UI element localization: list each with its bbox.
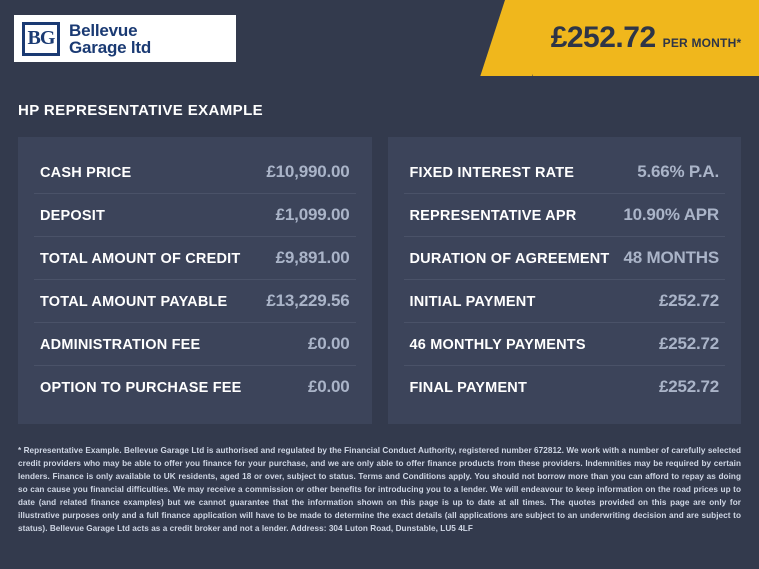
- row-label: ADMINISTRATION FEE: [40, 337, 201, 353]
- table-row: [404, 365, 726, 408]
- page-header: [0, 0, 759, 76]
- row-label: FIXED INTEREST RATE: [409, 165, 575, 181]
- row-label: CASH PRICE: [40, 165, 132, 181]
- row-value: £252.72: [658, 377, 719, 396]
- row-value: £13,229.56: [266, 291, 350, 310]
- row-label: DURATION OF AGREEMENT: [409, 251, 610, 267]
- panel-terms-summary: [388, 137, 742, 424]
- monthly-price-period: PER MONTH*: [662, 36, 742, 50]
- monthly-price-amount: £252.72: [550, 21, 656, 54]
- table-row: [404, 193, 726, 236]
- table-row: [34, 322, 356, 365]
- disclaimer-text: * Representative Example. Bellevue Garage Ltd is authorised and regulated by the Financial Conduct Authority, registered number 672812. We work with a number of carefully selected credit providers who may be able to offer you finance for your purchase, and we are only able to offer finance products from these providers. Indemnities may be required by certain lenders. Finance is only available to UK residents, aged 18 or over, subject to status. Terms and Conditions apply. You should not borrow more than you can afford to repay as doing so can cause you financial difficulties. We may receive a commission or other benefits for introducing you to a lender. We will endeavour to keep information on the road prices up to date (and related finance examples) but we cannot guarantee that the information shown on this page is up to date at all times. The quotes provided on this page are only for illustrative purposes only and a full finance application will have to be made to determine the exact details (all applications are subject to an underwriting decision and are subject to status). Bellevue Garage Ltd acts as a credit broker and not a lender. Address: 304 Luton Road, Dunstable, LU5 4LF: [18, 446, 741, 533]
- row-value: 5.66% P.A.: [637, 162, 719, 181]
- logo-line-1: Bellevue: [69, 20, 138, 40]
- row-label: REPRESENTATIVE APR: [409, 208, 577, 224]
- table-row: [404, 322, 726, 365]
- row-value: £0.00: [307, 377, 350, 396]
- logo-line-2: Garage ltd: [69, 37, 152, 57]
- dealer-logo[interactable]: [14, 15, 236, 62]
- row-value: £252.72: [658, 291, 719, 310]
- table-row: [404, 151, 726, 193]
- row-label: FINAL PAYMENT: [409, 380, 528, 396]
- finance-details-panels: [18, 137, 741, 424]
- table-row: [34, 365, 356, 408]
- monthly-price-banner: [533, 0, 759, 76]
- row-label: INITIAL PAYMENT: [409, 294, 536, 310]
- table-row: [34, 279, 356, 322]
- logo-wordmark: [69, 22, 151, 56]
- row-label: DEPOSIT: [40, 208, 106, 224]
- table-row: [404, 279, 726, 322]
- table-row: [34, 236, 356, 279]
- panel-cost-summary: [18, 137, 372, 424]
- table-row: [34, 193, 356, 236]
- table-row: [34, 151, 356, 193]
- row-label: OPTION TO PURCHASE FEE: [40, 380, 242, 396]
- row-value: 48 MONTHS: [623, 248, 719, 267]
- row-value: £1,099.00: [275, 205, 350, 224]
- row-value: £0.00: [307, 334, 350, 353]
- row-value: £10,990.00: [266, 162, 350, 181]
- row-value: 10.90% APR: [623, 205, 719, 224]
- page-title: HP REPRESENTATIVE EXAMPLE: [18, 102, 264, 119]
- row-value: £9,891.00: [275, 248, 350, 267]
- row-label: TOTAL AMOUNT PAYABLE: [40, 294, 228, 310]
- row-label: TOTAL AMOUNT OF CREDIT: [40, 251, 241, 267]
- table-row: [404, 236, 726, 279]
- logo-monogram-icon: BG: [22, 22, 60, 56]
- row-label: 46 MONTHLY PAYMENTS: [409, 337, 586, 353]
- row-value: £252.72: [658, 334, 719, 353]
